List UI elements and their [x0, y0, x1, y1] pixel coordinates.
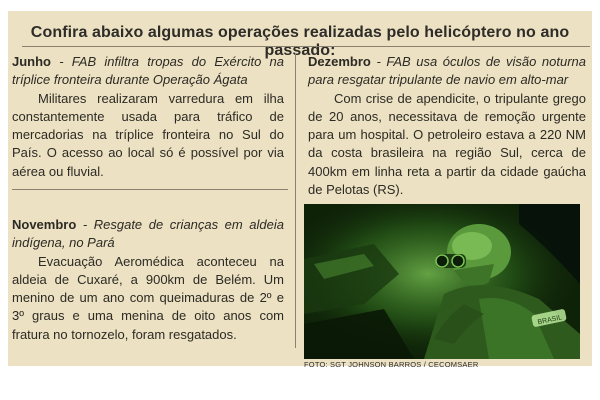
operation-novembro-heading [12, 216, 284, 253]
operation-novembro-subtitle: - Resgate de crianças em aldeia indígena, no Pará [12, 217, 284, 251]
operation-junho [12, 53, 284, 181]
photo-credit: FOTO: SGT JOHNSON BARROS / CECOMSAER [304, 360, 479, 369]
night-vision-photo [304, 204, 580, 359]
operation-junho-body: Militares realizaram varredura em ilha constantemente usada para tráfico de mercadorias na tríplice fronteira no Sul do País. O acesso ao local só é possível por via aérea ou fluvial. [12, 90, 284, 179]
section-divider [12, 189, 288, 190]
page-title: Confira abaixo algumas operações realizadas pelo helicóptero no ano passado: [30, 24, 570, 59]
column-divider [295, 53, 296, 348]
operation-novembro [12, 216, 284, 344]
operation-dezembro [308, 53, 586, 199]
operation-junho-subtitle: - FAB infiltra tropas do Exército na tríplice fronteira durante Operação Ágata [12, 54, 284, 88]
month-junho: Junho [12, 54, 51, 69]
operation-novembro-body: Evacuação Aeromédica aconteceu na aldeia de Cuxaré, a 900km de Belém. Um menino de um ano com queimaduras de 2º e 3º graus e uma menina de oito anos com fratura no tornozelo, foram resgatados. [12, 253, 284, 342]
operation-junho-heading [12, 53, 284, 90]
uniform-patch-text: BRASIL [537, 314, 563, 327]
left-column [12, 53, 284, 181]
operation-dezembro-heading [308, 53, 586, 90]
title-divider [22, 46, 590, 47]
operation-dezembro-subtitle: - FAB usa óculos de visão noturna para resgatar tripulante de navio em alto-mar [308, 54, 586, 88]
month-novembro: Novembro [12, 217, 77, 232]
night-vision-illustration [304, 204, 580, 359]
month-dezembro: Dezembro [308, 54, 371, 69]
operation-dezembro-body: Com crise de apendicite, o tripulante grego de 20 anos, necessitava de remoção urgente para um hospital. O petroleiro estava a 220 NM da costa brasileira na região Sul, cerca de 400km em linha reta a partir da cidade gaúcha de Pelotas (RS). [308, 90, 586, 198]
right-column [308, 53, 586, 199]
article-panel [8, 11, 592, 369]
